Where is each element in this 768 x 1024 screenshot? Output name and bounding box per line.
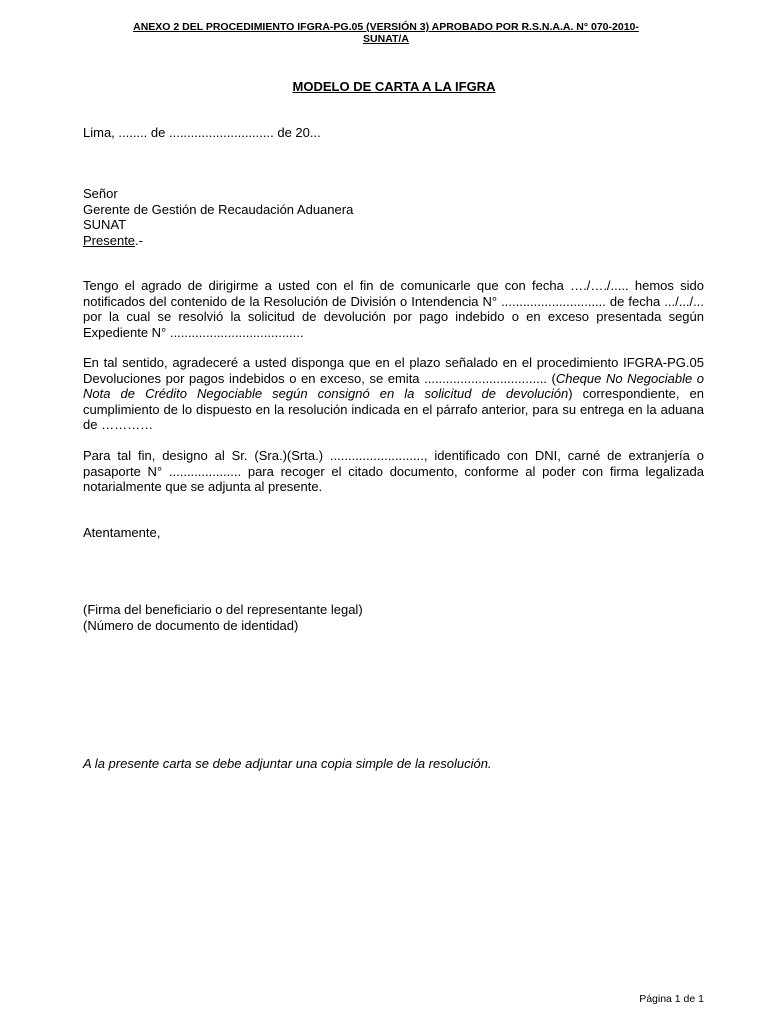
paragraph-request-part-2: ) correspondiente, en cumplimiento de lo dispuesto en la resolución indicada en el párrafo anterior, para su entrega en la aduana de ………… (83, 386, 704, 432)
paragraph-designation: Para tal fin, designo al Sr. (Sra.)(Srta.) .........................., identificado con DNI, carné de extranjería o pasaporte N° .................... para recoger el citado documento, conforme al poder con firma legalizada notarialmente que se adjunta al presente. (83, 448, 704, 494)
annex-header (100, 21, 672, 45)
signature-block (83, 602, 704, 633)
paragraph-request (83, 355, 704, 433)
closing: Atentamente, (83, 525, 161, 540)
addressee-block (83, 186, 704, 248)
signature-line-2: (Número de documento de identidad) (83, 617, 299, 633)
date-line: Lima, ........ de ............................. de 20... (83, 125, 321, 140)
addressee-presente-line (83, 233, 704, 249)
paragraph-notification: Tengo el agrado de dirigirme a usted con el fin de comunicarle que con fecha …./…./..... hemos sido notificados del contenido de la Resolución de División o Intendencia N° ............................. de fecha .../.../... por la cual se resolvió la solicitud de devolución por pago indebido o en exceso presentada según Expediente N° ..................................... (83, 278, 704, 340)
addressee-salutation: Señor (83, 186, 118, 201)
addressee-entity: SUNAT (83, 217, 127, 232)
paragraph-request-part-1: En tal sentido, agradeceré a usted disponga que en el plazo señalado en el procedimiento IFGRA-PG.05 Devoluciones por pagos indebidos o en exceso, se emita .................................. ( (83, 355, 704, 386)
paragraph-request-italic: Cheque No Negociable o Nota de Crédito Negociable según consignó en la solicitud de devolución (83, 370, 704, 401)
presente-suffix: .- (135, 232, 143, 248)
attachment-note: A la presente carta se debe adjuntar una copia simple de la resolución. (83, 756, 492, 771)
annex-header-line-2: SUNAT/A (363, 33, 409, 45)
page-number: Página 1 de 1 (639, 993, 704, 1005)
signature-line-1: (Firma del beneficiario o del representante legal) (83, 602, 363, 617)
presente-text: Presente (83, 232, 136, 248)
document-title: MODELO DE CARTA A LA IFGRA (292, 79, 496, 94)
addressee-position: Gerente de Gestión de Recaudación Aduanera (83, 201, 354, 217)
annex-header-line-1: ANEXO 2 DEL PROCEDIMIENTO IFGRA-PG.05 (VERSIÓN 3) APROBADO POR R.S.N.A.A. N° 070-2010- (133, 21, 639, 33)
